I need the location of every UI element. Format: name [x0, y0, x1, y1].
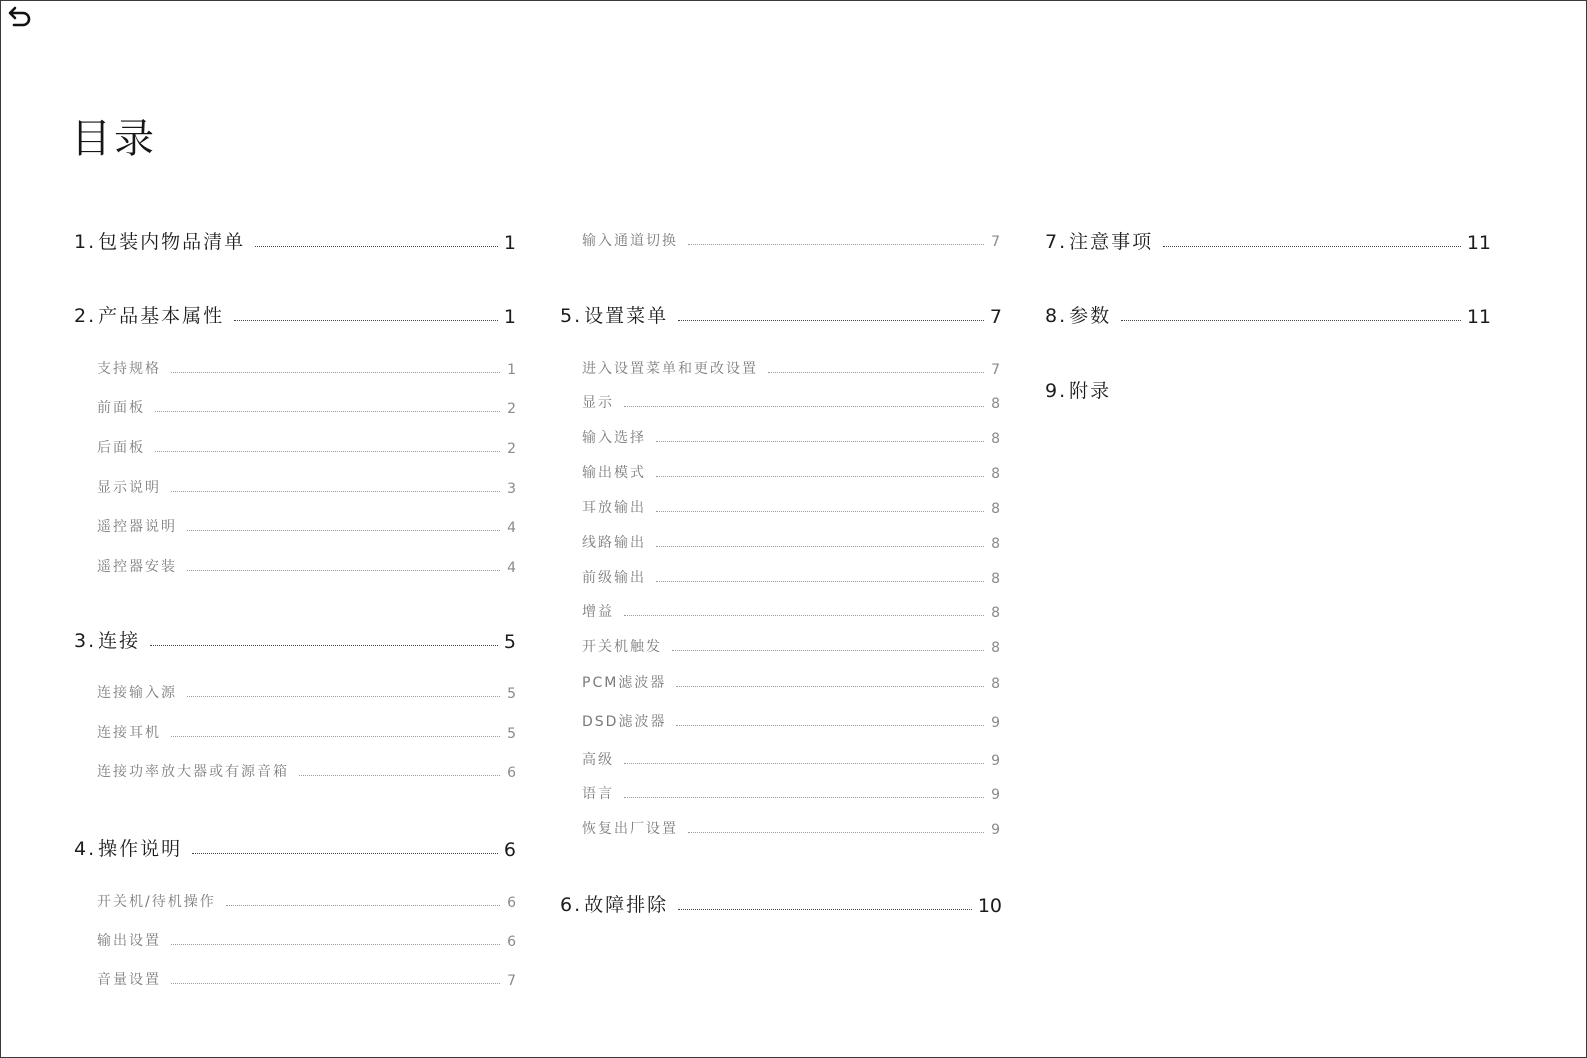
toc-subsection-entry[interactable]	[582, 567, 1000, 587]
dotted-leader	[672, 650, 984, 651]
dotted-leader	[187, 570, 500, 571]
toc-entry-label	[97, 516, 177, 536]
toc-page-number: 4	[507, 560, 516, 576]
toc-entry-title: 支持规格	[97, 361, 161, 377]
toc-entry-label	[97, 358, 161, 378]
page-title: 目录	[71, 116, 157, 162]
toc-section-number: 7.	[1045, 231, 1068, 253]
toc-entry-title: 显示说明	[97, 480, 161, 496]
toc-subsection-entry[interactable]	[582, 711, 1000, 731]
toc-entry-label	[582, 711, 666, 731]
toc-entry-label	[97, 437, 145, 457]
toc-entry-title: 附录	[1069, 380, 1112, 402]
toc-subsection-entry[interactable]	[97, 682, 516, 702]
toc-entry-label	[582, 532, 646, 552]
toc-entry-title: 音量设置	[97, 972, 161, 988]
toc-entry-title: 开关机/待机操作	[97, 894, 216, 910]
dotted-leader	[171, 944, 500, 945]
toc-entry-title: 遥控器安装	[97, 559, 177, 575]
toc-entry-label	[97, 477, 161, 497]
toc-entry-label	[97, 930, 161, 950]
dotted-leader	[688, 832, 984, 833]
toc-page-number: 8	[991, 431, 1000, 447]
toc-entry-title: 注意事项	[1069, 231, 1154, 253]
dotted-leader	[656, 476, 984, 477]
toc-section-entry[interactable]	[560, 890, 1002, 917]
toc-page-number: 6	[507, 765, 516, 781]
toc-entry-title: 进入设置菜单和更改设置	[582, 361, 758, 377]
toc-entry-title: 设置菜单	[584, 305, 669, 327]
toc-entry-label	[582, 392, 614, 412]
toc-page-number: 11	[1466, 232, 1491, 254]
toc-subsection-entry[interactable]	[97, 397, 516, 417]
dotted-leader	[656, 581, 984, 582]
toc-entry-label	[97, 722, 161, 742]
toc-entry-title: 连接耳机	[97, 725, 161, 741]
toc-subsection-entry[interactable]	[97, 969, 516, 989]
toc-subsection-entry[interactable]	[582, 427, 1000, 447]
toc-page-number: 7	[991, 234, 1000, 250]
toc-entry-title: 后面板	[97, 440, 145, 456]
toc-page-number: 7	[989, 306, 1002, 328]
toc-page-number: 8	[991, 396, 1000, 412]
toc-entry-label	[97, 969, 161, 989]
dotted-leader	[624, 615, 984, 616]
toc-section-number: 5.	[560, 305, 583, 327]
toc-entry-title: 语言	[582, 786, 614, 802]
toc-entry-title: 操作说明	[98, 838, 183, 860]
toc-subsection-entry[interactable]	[97, 891, 516, 911]
toc-section-number: 2.	[74, 305, 97, 327]
toc-page-number: 8	[991, 536, 1000, 552]
toc-section-entry[interactable]	[74, 301, 516, 328]
dotted-leader	[187, 696, 500, 697]
toc-entry-label	[582, 358, 758, 378]
toc-entry-title: 包装内物品清单	[98, 231, 246, 253]
back-button[interactable]	[5, 5, 39, 35]
toc-page-number: 1	[507, 362, 516, 378]
toc-entry-label	[582, 567, 646, 587]
toc-subsection-entry[interactable]	[97, 516, 516, 536]
toc-subsection-entry[interactable]	[582, 230, 1000, 250]
toc-subsection-entry[interactable]	[582, 462, 1000, 482]
toc-entry-label	[582, 783, 614, 803]
toc-subsection-entry[interactable]	[97, 930, 516, 950]
toc-page-number: 9	[991, 753, 1000, 769]
toc-page-number: 6	[507, 895, 516, 911]
toc-section-entry[interactable]	[1045, 227, 1491, 254]
toc-entry-label	[560, 890, 668, 917]
toc-entry-label	[582, 601, 614, 621]
toc-page-number: 8	[991, 501, 1000, 517]
toc-section-number: 4.	[74, 838, 97, 860]
dotted-leader	[676, 686, 984, 687]
toc-entry-label	[97, 891, 216, 911]
toc-entry-title: DSD滤波器	[582, 714, 667, 730]
dotted-leader	[678, 909, 972, 910]
toc-entry-label	[1045, 227, 1153, 254]
toc-entry-title: 连接功率放大器或有源音箱	[97, 764, 289, 780]
toc-entry-label	[74, 227, 245, 254]
toc-entry-label	[582, 497, 646, 517]
toc-entry-label	[97, 556, 177, 576]
toc-page-number: 8	[991, 466, 1000, 482]
toc-entry-label	[97, 761, 289, 781]
toc-entry-title: 故障排除	[584, 894, 669, 916]
toc-section-entry[interactable]	[560, 301, 1002, 328]
toc-page-number: 2	[507, 401, 516, 417]
toc-subsection-entry[interactable]	[97, 477, 516, 497]
toc-subsection-entry[interactable]	[97, 761, 516, 781]
toc-entry-title: 高级	[582, 752, 614, 768]
toc-entry-title: 恢复出厂设置	[582, 821, 678, 837]
toc-entry-label	[74, 301, 224, 328]
toc-subsection-entry[interactable]	[97, 556, 516, 576]
dotted-leader	[624, 797, 984, 798]
toc-entry-label	[1045, 301, 1111, 328]
toc-page-number: 3	[507, 481, 516, 497]
toc-entry-title: 输入选择	[582, 430, 646, 446]
toc-page-number: 9	[991, 715, 1000, 731]
toc-subsection-entry[interactable]	[582, 601, 1000, 621]
toc-entry-title: PCM滤波器	[582, 675, 667, 691]
toc-entry-title: 连接输入源	[97, 685, 177, 701]
toc-section-number: 8.	[1045, 305, 1068, 327]
toc-page-number: 8	[991, 605, 1000, 621]
toc-entry-title: 连接	[98, 630, 141, 652]
toc-entry-title: 产品基本属性	[98, 305, 225, 327]
dotted-leader	[226, 905, 500, 906]
toc-entry-title: 参数	[1069, 305, 1112, 327]
toc-entry-label	[1045, 376, 1111, 403]
toc-subsection-entry[interactable]	[582, 818, 1000, 838]
toc-subsection-entry[interactable]	[582, 532, 1000, 552]
toc-entry-title: 前级输出	[582, 570, 646, 586]
toc-entry-title: 线路输出	[582, 535, 646, 551]
toc-section-entry[interactable]	[74, 626, 516, 653]
toc-page-number: 6	[507, 934, 516, 950]
dotted-leader	[155, 451, 500, 452]
toc-entry-label	[582, 462, 646, 482]
toc-entry-title: 输入通道切换	[582, 233, 678, 249]
dotted-leader	[299, 775, 500, 776]
toc-page-number: 8	[991, 640, 1000, 656]
toc-subsection-entry[interactable]	[582, 636, 1000, 656]
toc-entry-label	[582, 749, 614, 769]
toc-page-number: 7	[507, 973, 516, 989]
dotted-leader	[171, 491, 500, 492]
dotted-leader	[624, 763, 984, 764]
toc-entry-title: 增益	[582, 604, 614, 620]
toc-entry-title: 开关机触发	[582, 639, 662, 655]
toc-page-number: 5	[507, 726, 516, 742]
toc-entry-label	[97, 397, 145, 417]
toc-page-number: 8	[991, 676, 1000, 692]
toc-page-number: 8	[991, 571, 1000, 587]
toc-section-number: 3.	[74, 630, 97, 652]
dotted-leader	[768, 372, 984, 373]
toc-subsection-entry[interactable]	[582, 749, 1000, 769]
back-arrow-icon	[5, 5, 35, 33]
dotted-leader	[187, 530, 500, 531]
toc-page-number: 10	[977, 895, 1002, 917]
toc-entry-label	[74, 626, 140, 653]
toc-entry-label	[582, 636, 662, 656]
dotted-leader	[656, 511, 984, 512]
dotted-leader	[155, 411, 500, 412]
toc-entry-title: 遥控器说明	[97, 519, 177, 535]
dotted-leader	[171, 736, 500, 737]
dotted-leader	[171, 372, 500, 373]
dotted-leader	[678, 320, 984, 321]
dotted-leader	[1121, 320, 1461, 321]
toc-page-number: 1	[503, 306, 516, 328]
toc-entry-label	[582, 818, 678, 838]
toc-entry-title: 前面板	[97, 400, 145, 416]
toc-entry-label	[97, 682, 177, 702]
toc-entry-label	[74, 834, 182, 861]
toc-subsection-entry[interactable]	[582, 497, 1000, 517]
dotted-leader	[234, 320, 498, 321]
toc-section-entry[interactable]	[74, 834, 516, 861]
toc-entry-title: 输出设置	[97, 933, 161, 949]
toc-entry-label	[582, 427, 646, 447]
toc-page-number: 2	[507, 441, 516, 457]
toc-page-number: 9	[991, 787, 1000, 803]
toc-page-number: 7	[991, 362, 1000, 378]
toc-page-number: 4	[507, 520, 516, 536]
toc-subsection-entry[interactable]	[97, 722, 516, 742]
toc-section-number: 6.	[560, 894, 583, 916]
dotted-leader	[1163, 246, 1461, 247]
toc-section-number: 9.	[1045, 380, 1068, 402]
toc-subsection-entry[interactable]	[582, 392, 1000, 412]
toc-section-number: 1.	[74, 231, 97, 253]
toc-entry-title: 显示	[582, 395, 614, 411]
toc-subsection-entry[interactable]	[97, 358, 516, 378]
toc-page-number: 1	[503, 232, 516, 254]
toc-page-number: 6	[503, 839, 516, 861]
dotted-leader	[192, 853, 498, 854]
dotted-leader	[656, 546, 984, 547]
toc-page-number: 9	[991, 822, 1000, 838]
toc-entry-title: 输出模式	[582, 465, 646, 481]
toc-subsection-entry[interactable]	[582, 358, 1000, 378]
toc-subsection-entry[interactable]	[97, 437, 516, 457]
dotted-leader	[676, 725, 984, 726]
toc-entry-label	[560, 301, 668, 328]
toc-page-number: 5	[503, 631, 516, 653]
toc-entry-title: 耳放输出	[582, 500, 646, 516]
toc-page-number: 5	[507, 686, 516, 702]
toc-subsection-entry[interactable]	[582, 672, 1000, 692]
toc-section-entry[interactable]	[74, 227, 516, 254]
dotted-leader	[656, 441, 984, 442]
dotted-leader	[688, 244, 984, 245]
dotted-leader	[150, 645, 498, 646]
toc-page-number: 11	[1466, 306, 1491, 328]
toc-entry-label	[582, 230, 678, 250]
toc-section-entry[interactable]	[1045, 301, 1491, 328]
dotted-leader	[255, 246, 498, 247]
toc-section-entry[interactable]	[1045, 376, 1491, 403]
dotted-leader	[171, 983, 500, 984]
toc-subsection-entry[interactable]	[582, 783, 1000, 803]
toc-entry-label	[582, 672, 666, 692]
dotted-leader	[624, 406, 984, 407]
